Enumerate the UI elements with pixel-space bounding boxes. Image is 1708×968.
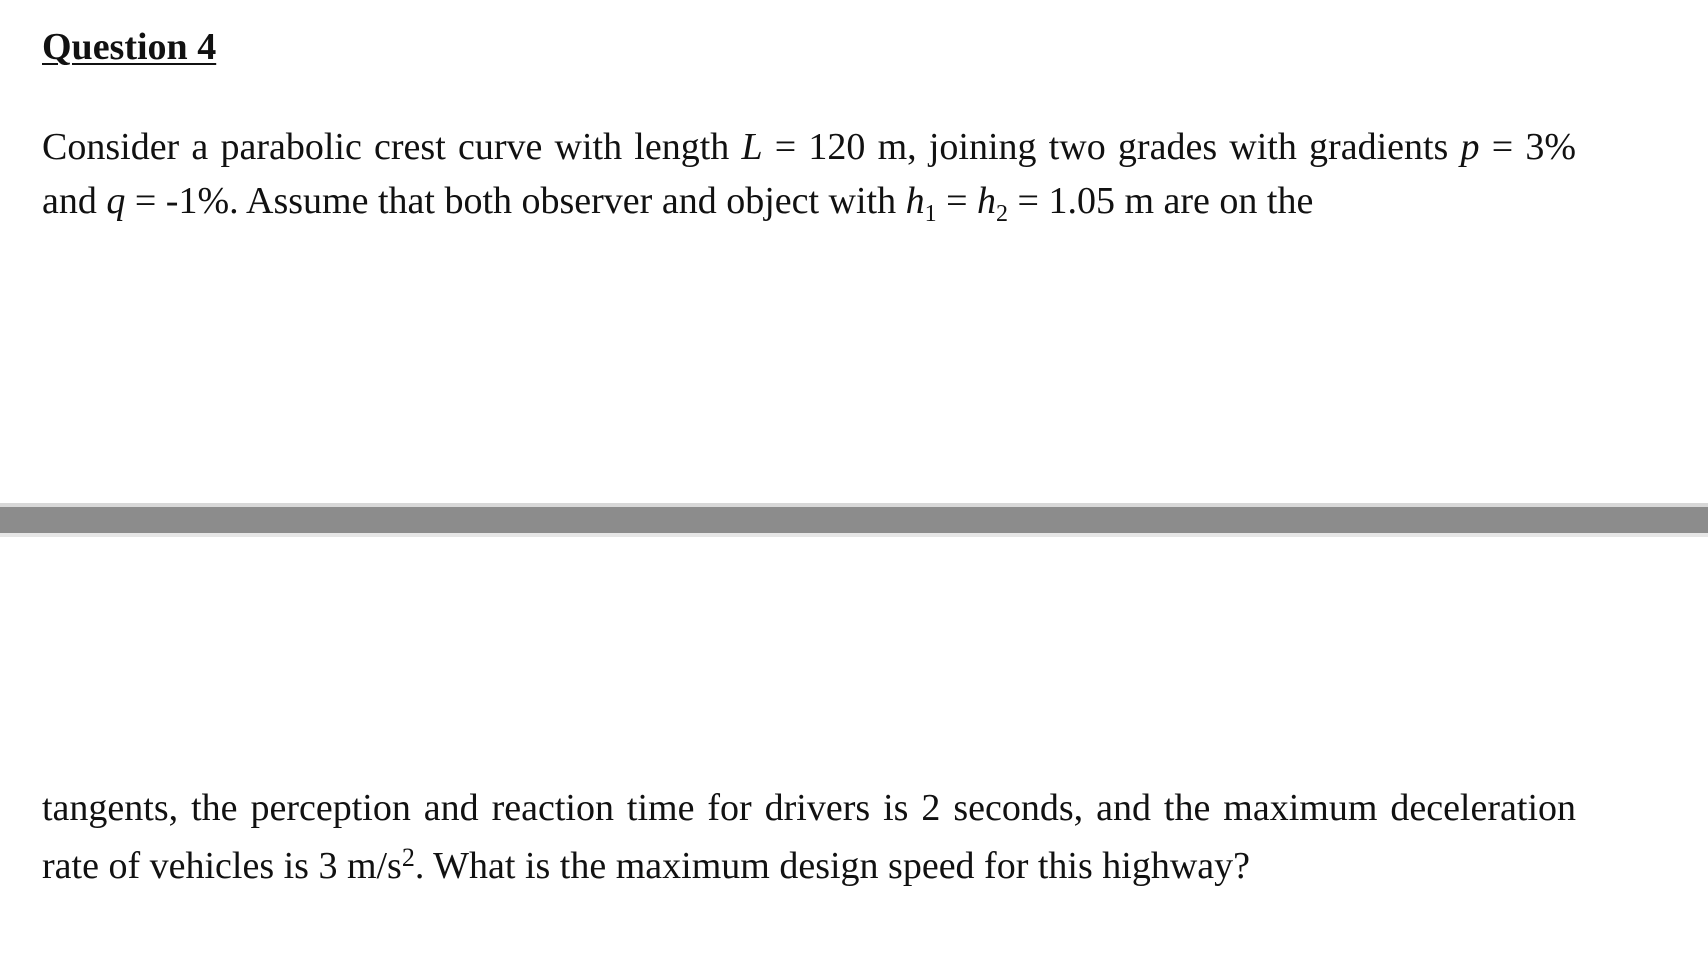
text-segment: Consider a parabolic crest curve with length (42, 126, 742, 168)
question-text-part2 (42, 783, 1576, 891)
subscript-2: 2 (996, 201, 1009, 227)
text-segment: = -1%. Assume that both observer and object with (125, 180, 906, 222)
page-separator-bar (0, 503, 1708, 537)
text-segment: = 120 m, joining two grades with gradients (762, 126, 1461, 168)
text-segment: . What is the maximum design speed for this highway? (414, 845, 1251, 887)
subscript-1: 1 (924, 201, 937, 227)
variable-p: p (1460, 126, 1480, 168)
variable-h2: h (977, 180, 997, 222)
text-segment: tangents, the perception and reaction time for drivers is 2 seconds, and the maximum deceleration rate of vehicles is 3 m/s (42, 787, 1576, 887)
superscript-2: 2 (401, 843, 415, 872)
text-segment: = 1.05 m are on the (1008, 180, 1314, 222)
variable-h1: h (905, 180, 925, 222)
question-text-part1 (42, 120, 1576, 241)
variable-L: L (741, 126, 763, 168)
variable-q: q (106, 180, 126, 222)
question-title: Question 4 (42, 26, 217, 68)
equals-sign: = (936, 180, 978, 222)
text-segment: = 3% and (42, 126, 1577, 222)
